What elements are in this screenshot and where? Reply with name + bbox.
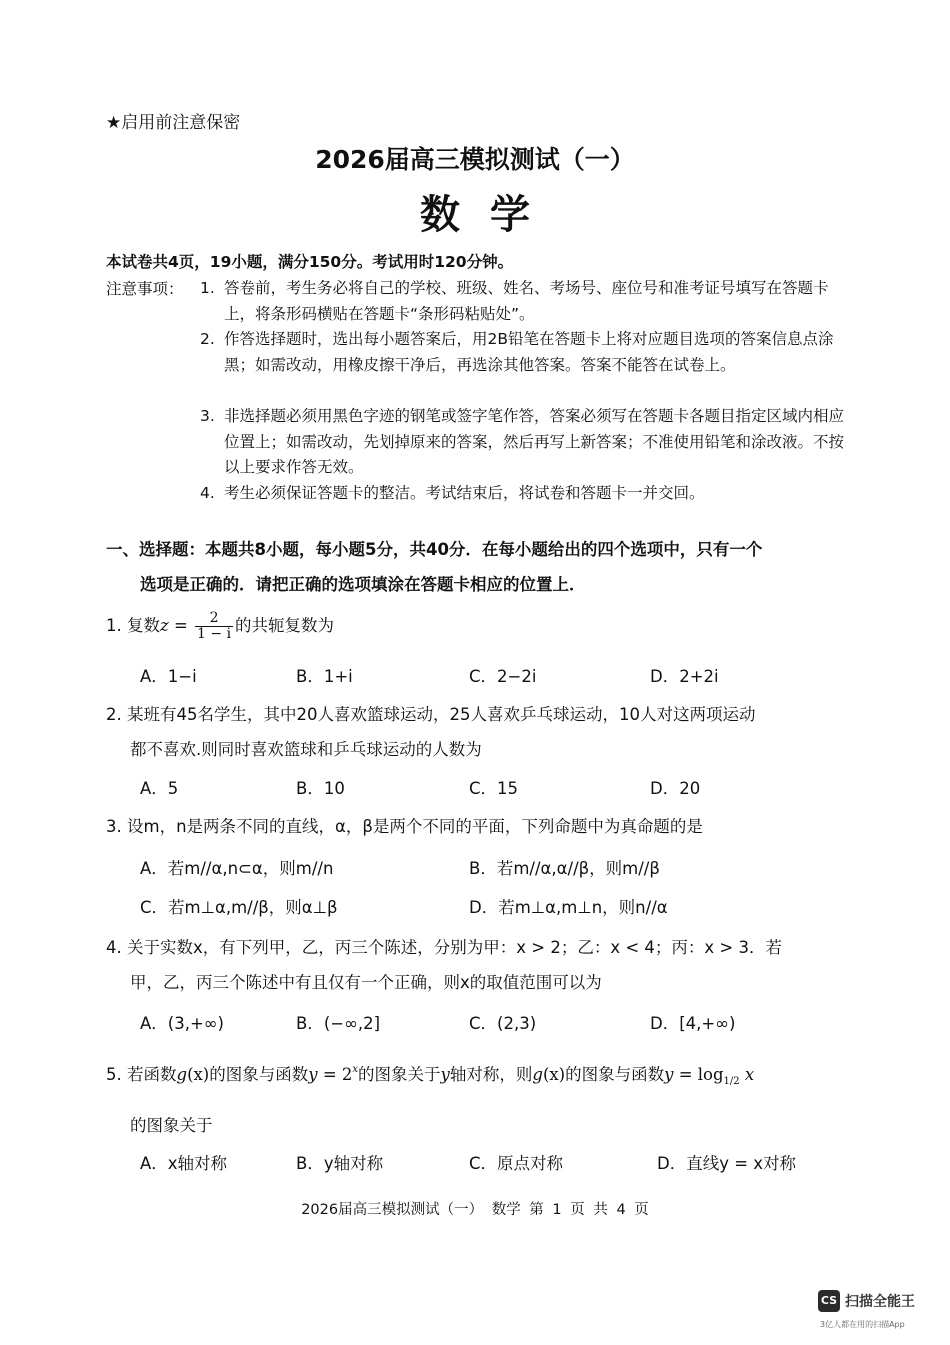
question-text: 甲，乙，丙三个陈述中有且仅有一个正确，则x的取值范围可以为 xyxy=(130,973,602,992)
note-text: 作答选择题时，选出每小题答案后，用2B铅笔在答题卡上将对应题目选项的答案信息点涂黑；如需改动，用橡皮擦干净后，再选涂其他答案。答案不能答在试卷上。 xyxy=(224,330,834,374)
option-a: A．x轴对称 xyxy=(140,1154,228,1173)
exam-info: 本试卷共4页，19小题，满分150分。考试用时120分钟。 xyxy=(106,253,514,271)
option-c: C．若m⊥α,m//β，则α⊥β xyxy=(140,898,338,917)
note-item xyxy=(200,327,860,404)
fraction-denominator: 1 − i xyxy=(197,626,232,642)
math-text: = log xyxy=(673,1065,724,1084)
section-heading xyxy=(106,532,856,602)
option-a: A．5 xyxy=(140,779,179,798)
question-4-stem xyxy=(106,930,856,1000)
math-variable: y xyxy=(308,1065,318,1084)
note-number: 3. xyxy=(200,407,215,425)
question-text: 的共轭复数为 xyxy=(235,616,335,635)
option-b: B．y轴对称 xyxy=(296,1154,384,1173)
question-text: 某班有45名学生，其中20人喜欢篮球运动，25人喜欢乒乓球运动，10人对这两项运动 xyxy=(127,705,756,724)
option-d: D．2+2i xyxy=(650,667,719,686)
option-d: D．直线y = x对称 xyxy=(657,1154,797,1173)
option-a: A．1−i xyxy=(140,667,197,686)
math-variable: g xyxy=(532,1065,543,1084)
option-b: B．若m//α,α//β，则m//β xyxy=(469,859,660,878)
question-number: 4. xyxy=(106,938,122,957)
math-variable: z xyxy=(160,616,169,635)
option-d: D．[4,+∞) xyxy=(650,1014,736,1033)
option-b: B．1+i xyxy=(296,667,353,686)
math-text: = 2 xyxy=(317,1065,353,1084)
question-text: 都不喜欢.则同时喜欢篮球和乒乓球运动的人数为 xyxy=(130,740,482,759)
watermark-tagline: 3亿人都在用的扫描App xyxy=(820,1320,905,1329)
note-number: 2. xyxy=(200,330,215,348)
question-text: 复数 xyxy=(127,616,160,635)
note-number: 1. xyxy=(200,279,215,297)
math-exponent: x xyxy=(352,1064,359,1075)
math-subscript: 1/2 xyxy=(723,1076,740,1087)
watermark-name: 扫描全能王 xyxy=(845,1294,915,1310)
option-a: A．若m//α,n⊂α，则m//n xyxy=(140,859,334,878)
option-d: D．20 xyxy=(650,779,701,798)
question-1-stem xyxy=(106,608,856,643)
question-5-continuation: 的图象关于 xyxy=(130,1116,213,1135)
note-item xyxy=(200,276,860,328)
section-line: 一、选择题：本题共8小题，每小题5分，共40分．在每小题给出的四个选项中，只有一个 xyxy=(106,540,763,559)
page-footer: 2026届高三模拟测试（一） 数学 第 1 页 共 4 页 xyxy=(301,1202,649,1218)
note-text: 考生必须保证答题卡的整洁。考试结束后，将试卷和答题卡一并交回。 xyxy=(224,484,705,502)
option-d: D．若m⊥α,m⊥n，则n//α xyxy=(469,898,668,917)
math-variable: x xyxy=(744,1065,755,1084)
camscanner-logo-icon: CS xyxy=(818,1290,840,1312)
question-text: 的图象与函数 xyxy=(565,1065,665,1084)
question-number: 5. xyxy=(106,1065,122,1084)
exam-title: 2026届高三模拟测试（一） xyxy=(315,145,635,174)
math-variable: y xyxy=(440,1065,450,1084)
note-text: 答卷前，考生务必将自己的学校、班级、姓名、考场号、座位号和准考证号填写在答题卡上，将条形码横贴在答题卡“条形码粘贴处”。 xyxy=(224,279,829,323)
question-number: 2. xyxy=(106,705,122,724)
note-item xyxy=(200,481,860,507)
note-item xyxy=(200,404,860,481)
option-c: C．15 xyxy=(469,779,519,798)
question-5-stem xyxy=(106,1052,856,1099)
note-text: 非选择题必须用黑色字迹的钢笔或签字笔作答，答案必须写在答题卡各题目指定区域内相应位置上；如需改动，先划掉原来的答案，然后再写上新答案；不准使用铅笔和涂改液。不按以上要求作答无效。 xyxy=(224,407,845,476)
section-line: 选项是正确的．请把正确的选项填涂在答题卡相应的位置上． xyxy=(140,575,586,594)
notes-heading: 注意事项： xyxy=(106,280,184,298)
fraction xyxy=(195,611,233,642)
question-number: 3. xyxy=(106,817,122,836)
confidential-notice: ★启用前注意保密 xyxy=(106,113,241,133)
subject-title: 数学 xyxy=(420,192,560,238)
option-a: A．(3,+∞) xyxy=(140,1014,224,1033)
math-text: (x) xyxy=(542,1065,566,1084)
question-2-stem xyxy=(106,697,856,767)
option-c: C．2−2i xyxy=(469,667,537,686)
option-c: C．(2,3) xyxy=(469,1014,537,1033)
question-text: 的图象关于 xyxy=(358,1065,441,1084)
scanner-watermark xyxy=(818,1290,928,1334)
question-text: 若函数 xyxy=(127,1065,177,1084)
option-b: B．(−∞,2] xyxy=(296,1014,381,1033)
question-text: 关于实数x，有下列甲，乙，丙三个陈述，分别为甲：x > 2；乙：x < 4；丙：x > 3．若 xyxy=(127,938,782,957)
question-text: 设m，n是两条不同的直线，α，β是两个不同的平面，下列命题中为真命题的是 xyxy=(127,817,703,836)
math-variable: g xyxy=(176,1065,188,1084)
question-text: 的图象与函数 xyxy=(209,1065,309,1084)
math-text: = xyxy=(168,616,194,635)
question-number: 1. xyxy=(106,616,122,635)
question-text: 轴对称，则 xyxy=(449,1065,533,1084)
question-3-stem xyxy=(106,809,856,844)
option-b: B．10 xyxy=(296,779,345,798)
math-variable: y xyxy=(664,1065,674,1084)
option-c: C．原点对称 xyxy=(469,1154,564,1173)
fraction-numerator: 2 xyxy=(195,611,233,627)
math-text: (x) xyxy=(187,1065,210,1084)
note-number: 4. xyxy=(200,484,215,502)
